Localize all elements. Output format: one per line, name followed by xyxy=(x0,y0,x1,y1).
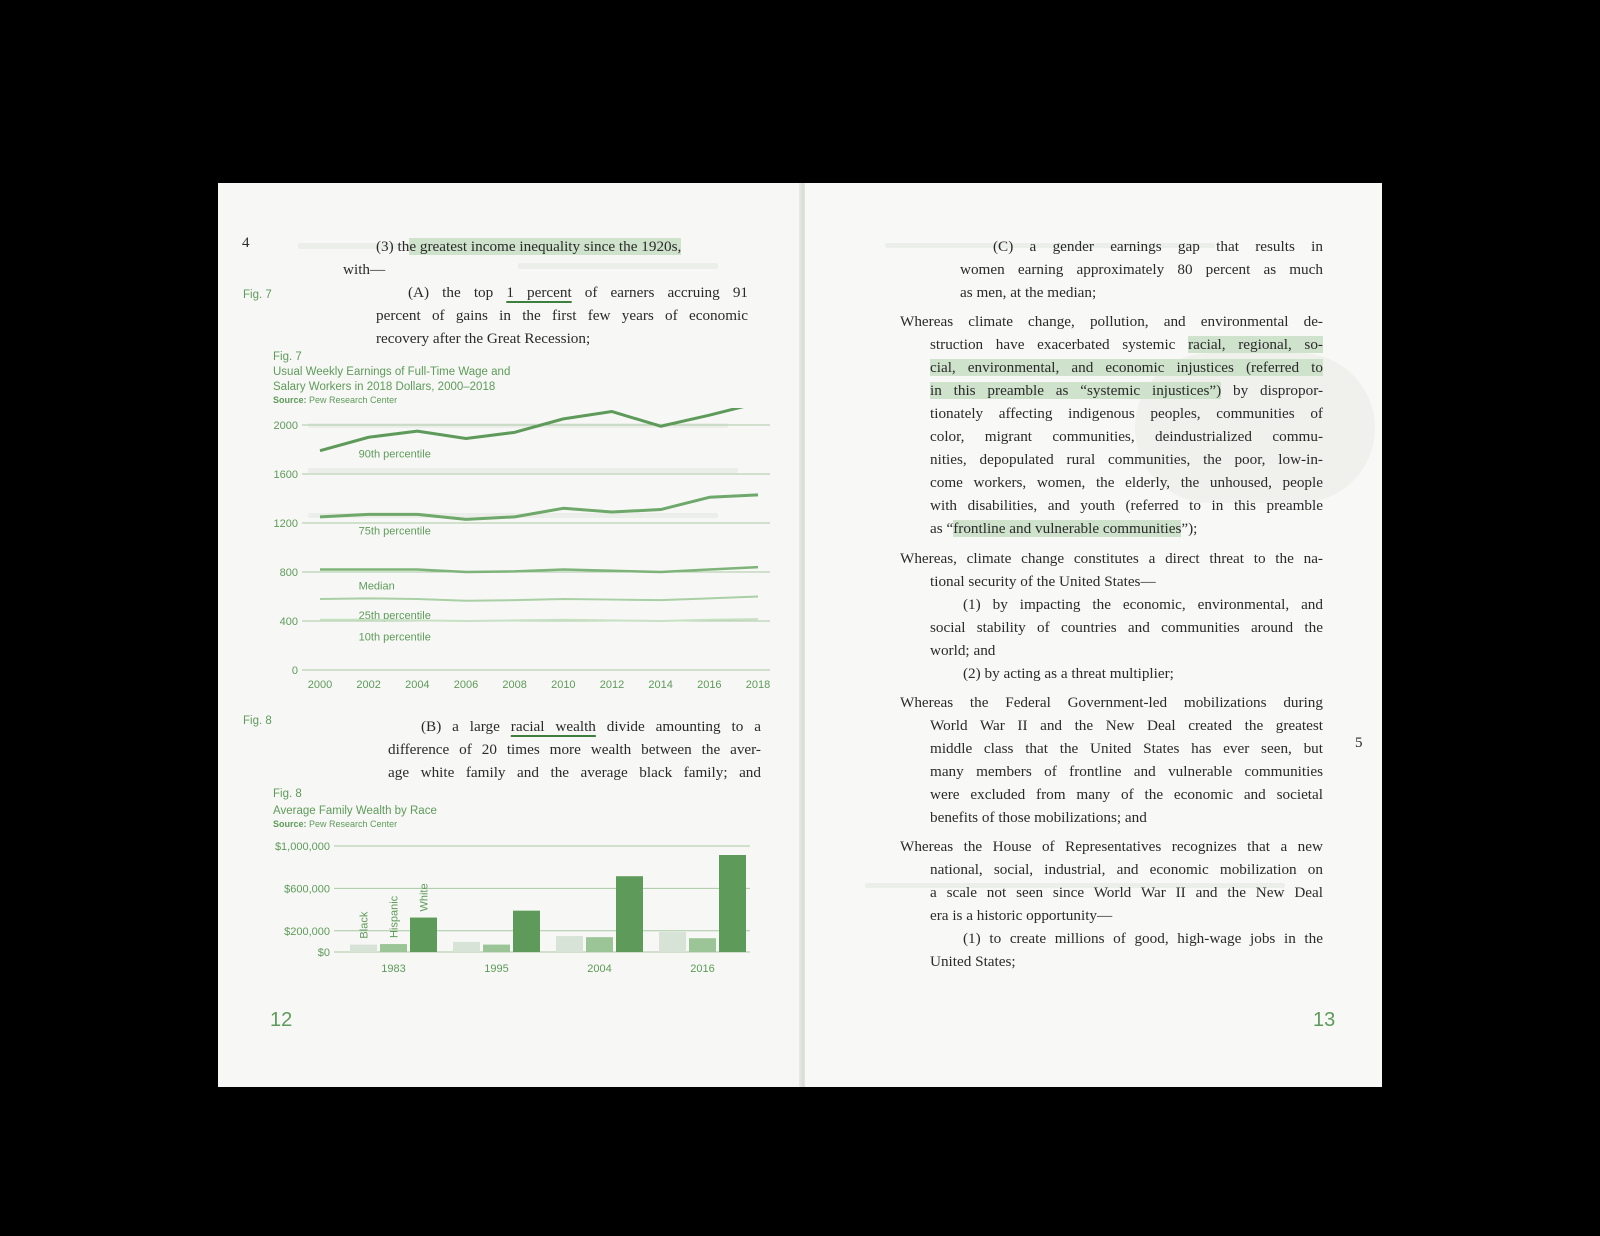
y-tick-label: 400 xyxy=(279,616,298,628)
whereas-4-item1-line2: United States; xyxy=(930,953,1016,970)
whereas-3-line4: many members of frontline and vulnerable communities xyxy=(930,763,1323,780)
bar xyxy=(513,911,540,952)
x-tick-label: 2012 xyxy=(599,679,625,691)
whereas-1-line2 xyxy=(930,333,1323,356)
y-tick-label: 1200 xyxy=(273,518,298,530)
fig8-bar-chart xyxy=(238,838,778,978)
y-tick-label: 2000 xyxy=(273,420,298,432)
page-folio: 12 xyxy=(270,1009,293,1031)
text-run: ”); xyxy=(1181,520,1198,537)
text-run: struction have exacerbated systemic xyxy=(930,336,1189,353)
fig7-source xyxy=(273,395,573,405)
highlighted-text: e greatest income inequality since the 1920s, xyxy=(409,238,682,255)
series-label: 90th percentile xyxy=(358,448,431,461)
booklet-spread xyxy=(218,183,1382,1087)
bar xyxy=(380,944,407,952)
legend-label: Hispanic xyxy=(388,895,401,939)
x-tick-label: 2006 xyxy=(453,679,479,691)
x-tick-label: 2010 xyxy=(551,679,576,691)
whereas-1-line7: nities, depopulated rural communities, the poor, low-in- xyxy=(930,451,1323,468)
text-run: of earners accruing 91 xyxy=(571,284,749,301)
underlined-text: racial wealth xyxy=(510,718,596,735)
source-name: Pew Research Center xyxy=(309,819,398,829)
para-c-line1: (C) a gender earnings gap that results in xyxy=(993,238,1323,255)
bar xyxy=(410,918,437,952)
x-tick-label: 2018 xyxy=(745,679,771,691)
series-line xyxy=(320,567,758,572)
highlighted-text: cial, environmental, and economic injustices (referred to xyxy=(930,359,1323,376)
paragraph-a-line3: recovery after the Great Recession; xyxy=(376,330,591,347)
series-line xyxy=(320,597,758,601)
fig7-line-chart xyxy=(258,408,778,703)
fig8-source xyxy=(273,819,573,829)
text-run: divide amounting to a xyxy=(595,718,761,735)
source-label: Source: xyxy=(273,395,307,405)
y-tick-label: $0 xyxy=(317,947,330,959)
paragraph-3-line2: with— xyxy=(343,261,386,278)
y-tick-label: 0 xyxy=(291,665,298,677)
bar xyxy=(616,876,643,952)
y-tick-label: $200,000 xyxy=(284,925,330,938)
fig7-title-line1: Usual Weekly Earnings of Full-Time Wage and xyxy=(273,366,511,378)
x-tick-label: 2014 xyxy=(648,679,673,691)
bar xyxy=(453,942,480,952)
x-tick-label: 2016 xyxy=(690,963,715,975)
whereas-4-item1-line1: (1) to create millions of good, high-wage jobs in the xyxy=(963,930,1323,947)
text-run: (3) th xyxy=(376,238,410,255)
show-through xyxy=(518,263,718,269)
whereas-2-item1-line3: world; and xyxy=(930,642,996,659)
bar xyxy=(350,945,377,952)
source-name: Pew Research Center xyxy=(309,395,398,405)
x-tick-label: 2000 xyxy=(307,679,333,691)
y-tick-label: $1,000,000 xyxy=(274,841,330,853)
whereas-1-line8: come workers, women, the elderly, the unhoused, people xyxy=(930,474,1323,491)
y-tick-label: $600,000 xyxy=(284,883,330,896)
fig8-title: Average Family Wealth by Race xyxy=(273,805,437,817)
paragraph-3 xyxy=(376,235,748,258)
whereas-1-line5: tionately affecting indigenous peoples, communities of xyxy=(930,405,1323,422)
whereas-1-line1: Whereas climate change, pollution, and environmental de- xyxy=(900,313,1323,330)
whereas-1-line6: color, migrant communities, deindustrialized commu- xyxy=(930,428,1323,445)
fig7-header xyxy=(273,350,573,405)
whereas-3-line6: benefits of those mobilizations; and xyxy=(930,809,1147,826)
text-run: by dispropor- xyxy=(1221,382,1324,399)
whereas-4-line2: national, social, industrial, and economic mobilization on xyxy=(930,861,1323,878)
x-tick-label: 1995 xyxy=(484,963,509,975)
margin-line-number: 5 xyxy=(1355,735,1363,751)
x-tick-label: 1983 xyxy=(381,963,406,975)
bar xyxy=(719,855,746,952)
whereas-2-item1-line1: (1) by impacting the economic, environmental, and xyxy=(963,596,1323,613)
series-label: Median xyxy=(358,580,395,593)
x-tick-label: 2008 xyxy=(502,679,527,691)
bar xyxy=(689,938,716,952)
text-run: as “ xyxy=(930,520,954,537)
series-line xyxy=(320,408,758,451)
left-page xyxy=(218,183,801,1087)
highlighted-text: frontline and vulnerable communities xyxy=(953,520,1182,537)
series-label: 10th percentile xyxy=(358,631,431,644)
para-c-line2: women earning approximately 80 percent as much xyxy=(960,261,1323,278)
source-label: Source: xyxy=(273,819,307,829)
y-tick-label: 800 xyxy=(279,567,298,579)
series-line xyxy=(320,495,758,520)
paragraph-a-line2: percent of gains in the first few years of economic xyxy=(376,307,748,324)
text-run: (B) a large xyxy=(421,718,511,735)
x-tick-label: 2004 xyxy=(587,963,612,975)
whereas-2-item2: (2) by acting as a threat multiplier; xyxy=(963,665,1174,682)
whereas-3-line2: World War II and the New Deal created the greatest xyxy=(930,717,1323,734)
highlighted-text: in this preamble as “systemic injustices”) xyxy=(930,382,1222,399)
whereas-2-item1-line2: social stability of countries and communities around the xyxy=(930,619,1323,636)
paragraph-b-line1 xyxy=(421,715,761,738)
highlighted-text: racial, regional, so- xyxy=(1188,336,1323,353)
right-page xyxy=(805,183,1382,1087)
paragraph-b-line2: difference of 20 times more wealth between the aver- xyxy=(388,741,761,758)
text-run: (A) the top xyxy=(408,284,507,301)
whereas-1-line4 xyxy=(930,379,1323,402)
whereas-4-line4: era is a historic opportunity— xyxy=(930,907,1113,924)
fig7-title-line2: Salary Workers in 2018 Dollars, 2000–2018 xyxy=(273,381,496,393)
bar xyxy=(556,936,583,952)
legend-label: White xyxy=(418,883,431,912)
series-label: 75th percentile xyxy=(358,525,431,538)
paragraph-b-line3: age white family and the average black family; and xyxy=(388,764,761,781)
para-c-line3: as men, at the median; xyxy=(960,284,1097,301)
x-tick-label: 2004 xyxy=(405,679,430,691)
underlined-text: 1 percent xyxy=(506,284,572,301)
whereas-4-line3: a scale not seen since World War II and the New Deal xyxy=(930,884,1323,901)
bar xyxy=(586,937,613,952)
paragraph-a-line1 xyxy=(408,281,748,304)
fig8-margin-label: Fig. 8 xyxy=(243,715,272,727)
y-tick-label: 1600 xyxy=(273,469,298,481)
whereas-2-line2: tional security of the United States— xyxy=(930,573,1156,590)
whereas-1-line9: with disabilities, and youth (referred to in this preamble xyxy=(930,497,1323,514)
whereas-1-line10 xyxy=(930,517,1197,540)
legend-label: Black xyxy=(358,911,371,939)
margin-line-number: 4 xyxy=(242,235,250,251)
whereas-3-line3: middle class that the United States has ever seen, but xyxy=(930,740,1323,757)
whereas-3-line5: were excluded from many of the economic and societal xyxy=(930,786,1323,803)
fig7-margin-label: Fig. 7 xyxy=(243,289,272,301)
whereas-3-line1: Whereas the Federal Government-led mobilizations during xyxy=(900,694,1323,711)
page-folio: 13 xyxy=(1313,1009,1336,1031)
fig7-label: Fig. 7 xyxy=(273,351,302,363)
series-label: 25th percentile xyxy=(358,609,431,622)
whereas-1-line3 xyxy=(930,356,1323,379)
fig8-header xyxy=(273,787,573,829)
whereas-2-line1: Whereas, climate change constitutes a direct threat to the na- xyxy=(900,550,1323,567)
x-tick-label: 2016 xyxy=(697,679,722,691)
x-tick-label: 2002 xyxy=(356,679,381,691)
fig8-label: Fig. 8 xyxy=(273,788,302,800)
bar xyxy=(659,932,686,952)
series-line xyxy=(320,619,758,621)
whereas-4-line1: Whereas the House of Representatives recognizes that a new xyxy=(900,838,1323,855)
bar xyxy=(483,945,510,952)
